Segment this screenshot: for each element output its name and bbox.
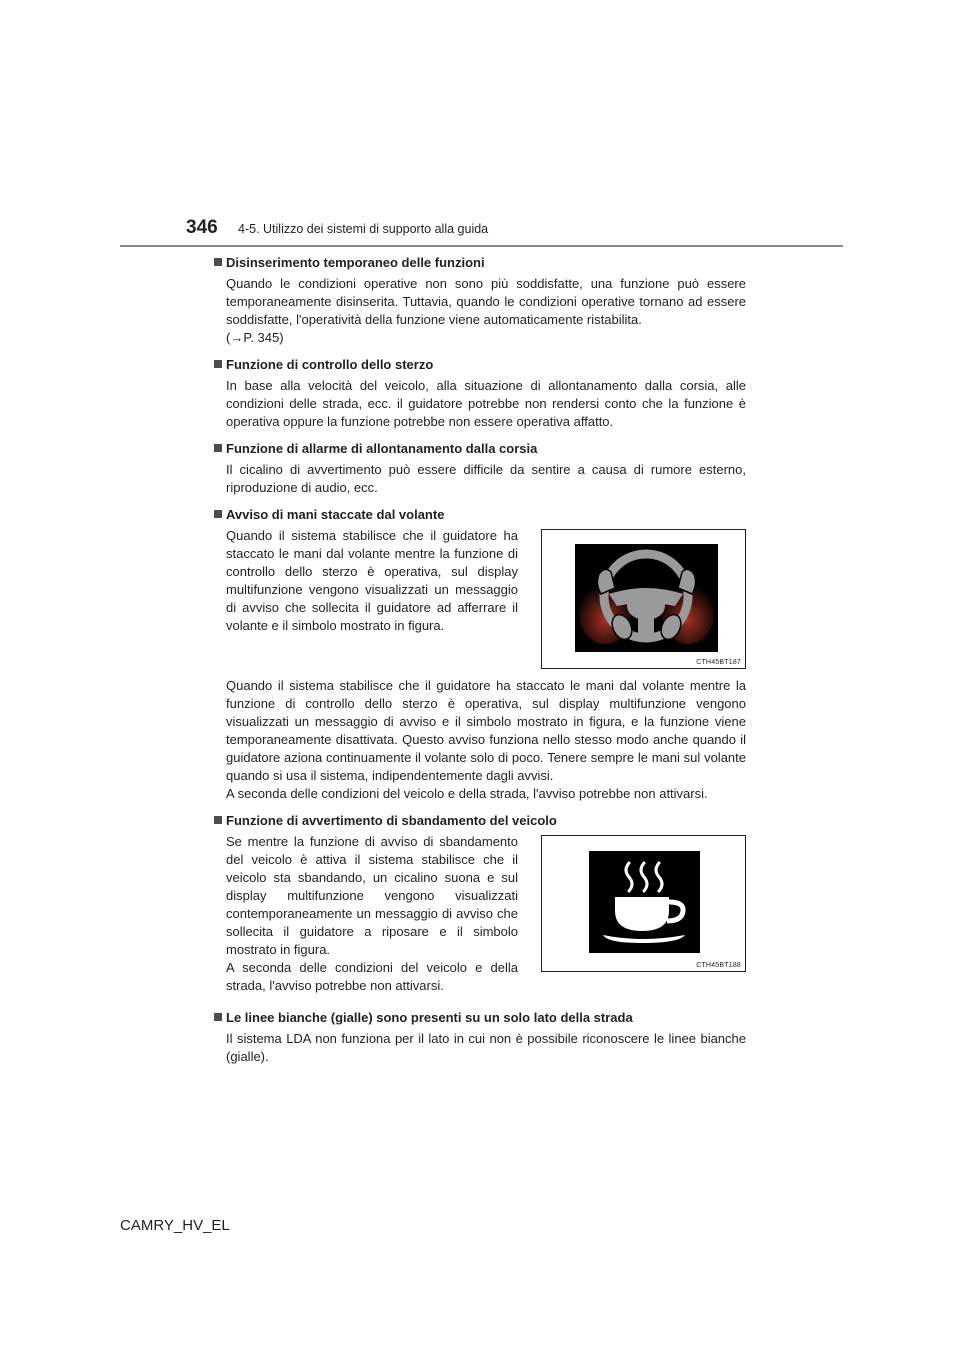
section-paragraph: Quando il sistema stabilisce che il guidatore ha staccato le mani dal volante mentre la funzione di controllo dello sterzo è operativa, sul display multifunzione vengono visualizzati un messaggio di avviso e il simbolo mostrato in figura, e la funzione viene temporaneamente disattivata. Questo avviso funziona nello stesso modo anche quando il guidatore aziona continuamente il volante solo di poco. Tenere sempre le mani sul volante quando si usa il sistema, indipendentemente dagli avvisi. <box>226 678 746 783</box>
page-reference: (→P. 345) <box>226 330 284 345</box>
figure-hands-off <box>541 529 746 669</box>
section-hands-off-warning <box>214 506 746 803</box>
section-single-line <box>214 1009 746 1066</box>
section-steering-control <box>214 356 746 431</box>
page-body <box>214 254 746 1075</box>
figure-side-text: Quando il sistema stabilisce che il guidatore ha staccato le mani dal volante mentre la funzione di controllo dello sterzo è operativa, sul display multifunzione vengono visualizzati un messaggio di avviso che sollecita il guidatore ad afferrare il volante e il simbolo mostrato in figura. <box>226 528 518 633</box>
section-title: Funzione di controllo dello sterzo <box>214 356 746 373</box>
figure-caption: CTH45BT187 <box>696 659 741 666</box>
figure-side-text-group <box>226 833 518 995</box>
section-lane-departure-alarm <box>214 440 746 497</box>
square-bullet-icon <box>214 816 222 824</box>
figure-caption: CTH45BT188 <box>696 962 741 969</box>
square-bullet-icon <box>214 360 222 368</box>
section-paragraph: Il sistema LDA non funziona per il lato in cui non è possibile riconoscere le linee bianche (gialle). <box>226 1031 746 1064</box>
section-vehicle-sway-warning <box>214 812 746 995</box>
square-bullet-icon <box>214 444 222 452</box>
square-bullet-icon <box>214 1013 222 1021</box>
page-number: 346 <box>186 217 218 238</box>
running-head: 4-5. Utilizzo dei sistemi di supporto alla guida <box>238 222 489 236</box>
section-title: Funzione di allarme di allontanamento dalla corsia <box>214 440 746 457</box>
figure-sway-warning <box>541 835 746 972</box>
section-paragraph: Il cicalino di avvertimento può essere difficile da sentire a causa di rumore esterno, riproduzione di audio, ecc. <box>226 462 746 495</box>
figure-row <box>226 833 746 995</box>
section-title: Funzione di avvertimento di sbandamento del veicolo <box>214 812 746 829</box>
footer-model-code: CAMRY_HV_EL <box>120 1217 230 1234</box>
section-title: Le linee bianche (gialle) sono presenti su un solo lato della strada <box>214 1009 746 1026</box>
square-bullet-icon <box>214 510 222 518</box>
coffee-cup-icon <box>589 851 700 953</box>
figure-row <box>226 527 746 669</box>
header-divider <box>120 245 843 247</box>
section-temporary-disengage <box>214 254 746 347</box>
section-paragraph: Quando le condizioni operative non sono più soddisfatte, una funzione può essere temporaneamente disinserita. Tuttavia, quando le condizioni operative tornano ad essere soddisfatte, l'operatività della funzione viene automaticamente ristabilita. <box>226 276 746 327</box>
section-title: Avviso di mani staccate dal volante <box>214 506 746 523</box>
section-paragraph: In base alla velocità del veicolo, alla situazione di allontanamento dalla corsia, alle condizioni delle strada, ecc. il guidatore potrebbe non rendersi conto che la funzione è operativa oppure la funzione potrebbe non essere operativa affatto. <box>226 378 746 429</box>
square-bullet-icon <box>214 258 222 266</box>
steering-wheel-hands-off-icon <box>575 544 718 652</box>
figure-side-text: A seconda delle condizioni del veicolo e della strada, l'avviso potrebbe non attivarsi. <box>226 960 518 993</box>
section-paragraph: A seconda delle condizioni del veicolo e della strada, l'avviso potrebbe non attivarsi. <box>226 786 708 801</box>
figure-side-text: Se mentre la funzione di avviso di sbandamento del veicolo è attiva il sistema stabilisce che il veicolo sta sbandando, un cicalino suona e sul display multifunzione vengono visualizzati contemporaneamente un messaggio di avviso che sollecita il guidatore a riposare e il simbolo mostrato in figura. <box>226 834 518 957</box>
section-title: Disinserimento temporaneo delle funzioni <box>214 254 746 271</box>
